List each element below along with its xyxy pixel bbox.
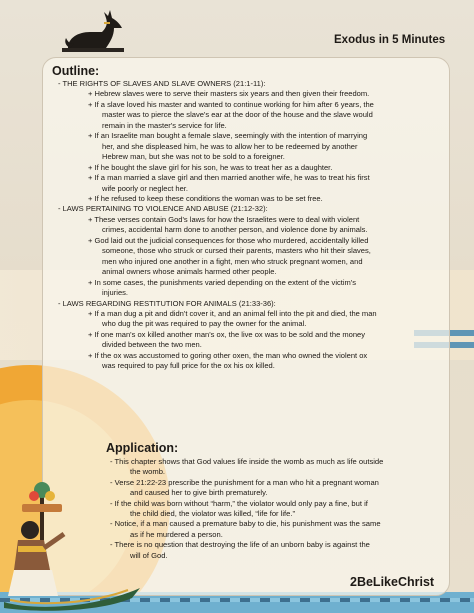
list-item: [52, 278, 448, 299]
list-item: [52, 163, 448, 173]
item-line: animal owners whose animals harmed other people.: [102, 267, 277, 277]
item-line: as if he murdered a person.: [130, 529, 223, 539]
item-line: and caused her to give birth prematurely.: [130, 488, 268, 498]
list-item: [52, 173, 448, 194]
egyptian-figure-on-boat-icon: [0, 470, 150, 613]
item-line: divided between the two men.: [102, 340, 202, 350]
item-line: men who injured one another in a fight, men who struck pregnant women, and: [102, 256, 363, 266]
item-line: master was to pierce the slave's ear at the door of the house and the slave would: [102, 110, 373, 120]
item-line: + If an Israelite man bought a female slave, seemingly with the intention of marrying: [88, 131, 368, 141]
list-item: [106, 457, 446, 478]
item-line: crimes, accidental harm done to another person, and violence done by animals.: [102, 225, 368, 235]
item-line: + In some cases, the punishments varied depending on the extent of the victim's: [88, 277, 357, 287]
page-title: Exodus in 5 Minutes: [334, 34, 446, 46]
outline-heading: Outline:: [52, 64, 100, 78]
application-section: [106, 440, 446, 561]
item-line: + If the ox was accustomed to goring other oxen, the man who owned the violent ox: [88, 350, 368, 360]
list-item: [106, 478, 446, 499]
item-line: + If a slave loved his master and wanted to continue working for him after 6 years, the: [88, 99, 374, 109]
item-line: someone, those who struck or cursed their parents, masters who hit their slaves,: [102, 246, 371, 256]
list-item: [52, 131, 448, 162]
item-line: injuries.: [102, 288, 129, 298]
item-line: + God laid out the judicial consequences for those who murdered, accidentally killed: [88, 235, 369, 245]
item-line: the child died, the violator was killed, “life for life.”: [130, 509, 296, 519]
list-item: [52, 89, 448, 99]
list-item: [52, 215, 448, 236]
list-item: [52, 194, 448, 204]
list-item: [52, 236, 448, 278]
item-line: Hebrew man, but she was not to be sold to a foreigner.: [102, 152, 285, 162]
item-line: + If he refused to keep these conditions the woman was to be set free.: [88, 193, 323, 203]
section-title: - THE RIGHTS OF SLAVES AND SLAVE OWNERS (21:1-11):: [58, 79, 266, 88]
list-item: [52, 351, 448, 372]
item-line: - If the child was born without “harm,” the violator would only pay a fine, but if: [110, 498, 368, 508]
list-item: [52, 100, 448, 131]
brand-label: 2BeLikeChrist: [350, 575, 435, 589]
item-line: + If he bought the slave girl for his son, he was to treat her as a daughter.: [88, 162, 333, 172]
item-line: remain in the master's service for life.: [102, 120, 227, 130]
item-line: - Notice, if a man caused a premature baby to die, his punishment was the same: [110, 519, 381, 529]
item-line: was required to pay full price for the ox his ox killed.: [102, 361, 275, 371]
section-title: - LAWS REGARDING RESTITUTION FOR ANIMALS (21:33-36):: [58, 298, 276, 308]
list-item: [106, 540, 446, 561]
item-line: + These verses contain God's laws for how the Israelites were to deal with violent: [88, 214, 360, 224]
item-line: wife poorly or neglect her.: [102, 183, 188, 193]
item-line: the womb.: [130, 467, 166, 477]
item-line: who dug the pit was required to pay the owner for the animal.: [102, 319, 307, 329]
outline-section: [52, 63, 448, 372]
item-line: will of God.: [130, 550, 168, 560]
item-line: + If a man dug a pit and didn't cover it, and an animal fell into the pit and died, the man: [88, 308, 377, 318]
item-line: + If one man's ox killed another man's ox, the live ox was to be sold and the money: [88, 329, 366, 339]
section-title: - LAWS PERTAINING TO VIOLENCE AND ABUSE (21:12-32):: [58, 204, 268, 214]
item-line: + If a man married a slave girl and then married another wife, he was to treat his first: [88, 173, 370, 183]
list-item: [52, 309, 448, 330]
list-item: [106, 499, 446, 520]
item-line: + Hebrew slaves were to serve their masters six years and then given their freedom.: [88, 89, 370, 99]
item-line: - Verse 21:22-23 prescribe the punishment for a man who hit a pregnant woman: [110, 477, 379, 487]
application-heading: Application:: [106, 441, 179, 455]
item-line: - There is no question that destroying the life of an unborn baby is against the: [110, 540, 370, 550]
list-item: [106, 519, 446, 540]
list-item: [52, 330, 448, 351]
item-line: her, and she displeased him, he was to allow her to be redeemed by another: [102, 141, 358, 151]
item-line: - This chapter shows that God values life inside the womb as much as life outside: [110, 457, 384, 466]
jackal-statue-icon: [60, 8, 126, 54]
